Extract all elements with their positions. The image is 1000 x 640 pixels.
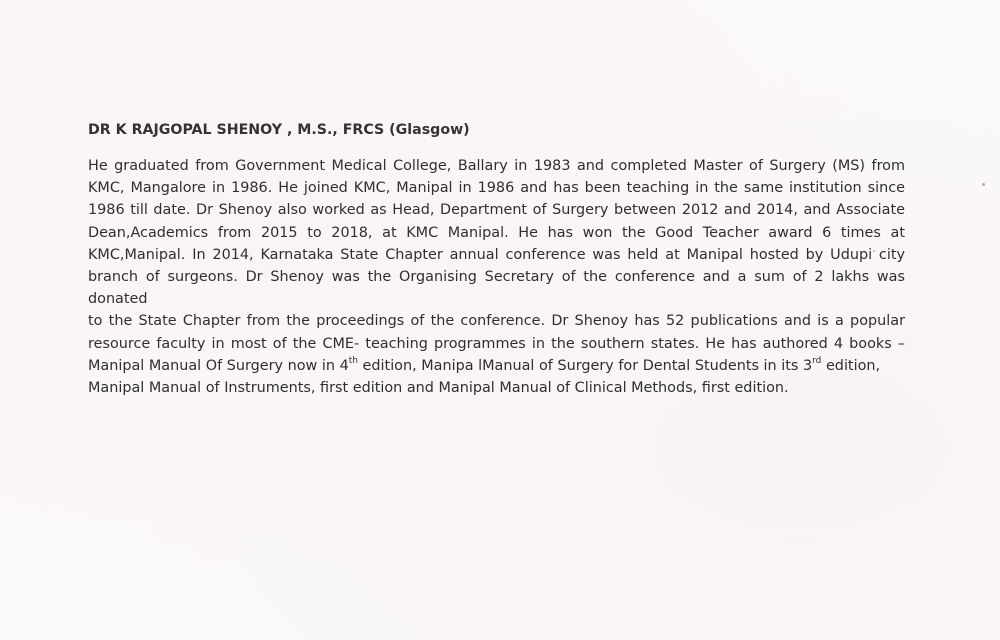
bio-line: branch of surgeons. Dr Shenoy was the Organising Secretary of the conference and a sum of 2 lakhs was donated	[88, 269, 905, 308]
ordinal-suffix: rd	[812, 356, 822, 367]
scan-speck	[982, 183, 985, 186]
bio-content	[88, 120, 905, 399]
bio-line: 1986 till date. Dr Shenoy also worked as Head, Department of Surgery between 2012 and 2014, and Associate	[88, 202, 905, 219]
bio-line: Dean,Academics from 2015 to 2018, at KMC Manipal. He has won the Good Teacher award 6 times at	[88, 224, 905, 241]
bio-line: to the State Chapter from the proceedings of the conference. Dr Shenoy has 52 publications and is a popular	[88, 313, 905, 330]
bio-text: edition, Manipa lManual of Surgery for Dental Students in its 3	[357, 357, 813, 374]
bio-text: edition,	[821, 357, 881, 374]
ordinal-suffix: th	[348, 356, 358, 367]
bio-text: Manipal Manual Of Surgery now in 4	[88, 357, 349, 374]
bio-paragraph	[88, 155, 905, 399]
bio-line: He graduated from Government Medical College, Ballary in 1983 and completed Master of Surgery (MS) from	[88, 158, 905, 174]
bio-line: KMC, Mangalore in 1986. He joined KMC, Manipal in 1986 and has been teaching in the same institution since	[88, 180, 905, 197]
bio-line-books	[88, 355, 905, 377]
bio-line: resource faculty in most of the CME- teaching programmes in the southern states. He has authored 4 books –	[88, 335, 905, 352]
bio-heading: DR K RAJGOPAL SHENOY , M.S., FRCS (Glasgow)	[88, 122, 470, 138]
bio-line: Manipal Manual of Instruments, first edition and Manipal Manual of Clinical Methods, first edition.	[88, 380, 789, 397]
bio-line: KMC,Manipal. In 2014, Karnataka State Chapter annual conference was held at Manipal hosted by Udupi city	[88, 246, 905, 263]
